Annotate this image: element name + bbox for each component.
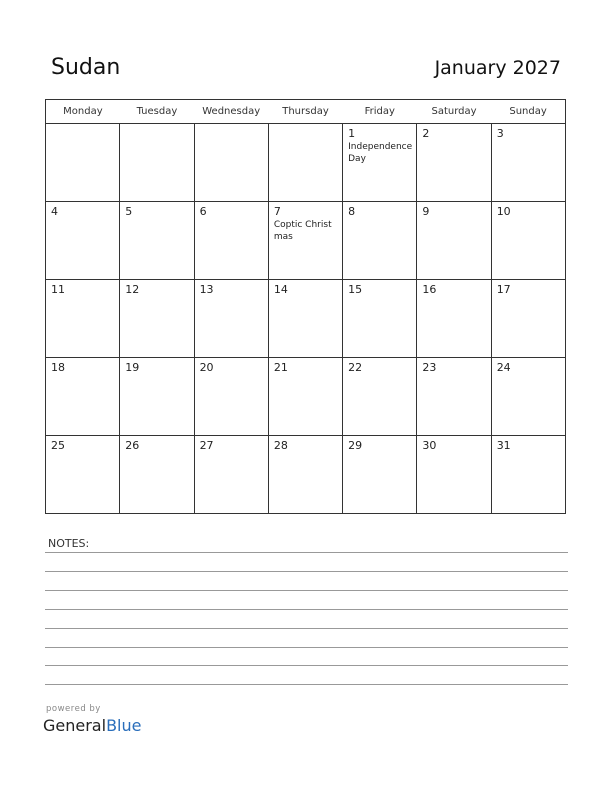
weekday-sunday: Sunday: [491, 100, 565, 124]
day-cell: [194, 358, 268, 436]
day-number: 18: [51, 361, 65, 374]
weekday-wednesday: Wednesday: [194, 100, 268, 124]
weekday-thursday: Thursday: [268, 100, 342, 124]
week-row: [46, 358, 566, 436]
day-cell: [268, 436, 342, 514]
day-cell: [417, 202, 491, 280]
day-cell: [343, 436, 417, 514]
day-number: 29: [348, 439, 363, 452]
day-cell: [46, 124, 120, 202]
day-cell: [417, 358, 491, 436]
note-line: [45, 647, 568, 648]
day-number: 6: [199, 205, 207, 218]
day-number: 17: [496, 283, 511, 296]
day-cell: [194, 436, 268, 514]
weekday-saturday: Saturday: [417, 100, 491, 124]
generalblue-logo: [43, 716, 141, 735]
day-cell: [46, 436, 120, 514]
day-cell: [120, 358, 194, 436]
note-line: [45, 628, 568, 629]
note-line: [45, 609, 568, 610]
day-number: 7: [273, 205, 281, 218]
note-line: [45, 571, 568, 572]
day-number: 24: [496, 361, 511, 374]
day-cell: [46, 358, 120, 436]
day-number: 12: [125, 283, 140, 296]
day-cell: [120, 280, 194, 358]
week-row: [46, 436, 566, 514]
week-row: [46, 280, 566, 358]
day-cell: [417, 436, 491, 514]
weekday-friday: Friday: [343, 100, 417, 124]
day-number: 14: [273, 283, 288, 296]
day-number: 8: [348, 205, 356, 218]
day-cell: [491, 124, 565, 202]
week-row: [46, 124, 566, 202]
day-cell: [343, 202, 417, 280]
day-number: 3: [496, 127, 504, 140]
day-number: 10: [496, 205, 511, 218]
day-number: 9: [422, 205, 430, 218]
day-number: 13: [199, 283, 214, 296]
day-number: 1: [348, 127, 356, 140]
day-number: 19: [125, 361, 140, 374]
powered-by-text: powered by: [46, 704, 101, 714]
day-cell: [491, 202, 565, 280]
day-number: 26: [125, 439, 140, 452]
note-line: [45, 590, 568, 591]
day-number: 20: [199, 361, 214, 374]
holiday-label: Independence Day: [348, 142, 413, 164]
day-cell: [417, 280, 491, 358]
day-number: 28: [273, 439, 288, 452]
day-number: 23: [422, 361, 437, 374]
note-line: [45, 684, 568, 685]
day-number: 2: [422, 127, 430, 140]
day-cell: [268, 358, 342, 436]
day-cell: [268, 202, 342, 280]
day-cell: [194, 202, 268, 280]
day-number: 21: [273, 361, 288, 374]
day-cell: [491, 358, 565, 436]
day-cell: [120, 202, 194, 280]
day-cell: [343, 358, 417, 436]
brand-blue: Blue: [106, 716, 142, 735]
holiday-label: Coptic Christmas: [273, 220, 332, 242]
day-cell: [343, 124, 417, 202]
day-number: 4: [51, 205, 58, 218]
country-title: Sudan: [51, 55, 121, 80]
week-row: [46, 202, 566, 280]
day-number: 25: [51, 439, 65, 452]
day-cell: [120, 124, 194, 202]
calendar-grid: [45, 99, 566, 514]
note-line: [45, 665, 568, 666]
day-cell: [417, 124, 491, 202]
weekday-header-row: [46, 100, 566, 124]
notes-label: NOTES:: [48, 537, 90, 550]
weekday-tuesday: Tuesday: [120, 100, 194, 124]
day-number: 11: [51, 283, 65, 296]
day-cell: [194, 280, 268, 358]
day-number: 16: [422, 283, 437, 296]
brand-general: General: [43, 716, 107, 735]
day-cell: [343, 280, 417, 358]
day-cell: [268, 280, 342, 358]
day-number: 30: [422, 439, 437, 452]
note-line: [45, 552, 568, 553]
day-cell: [46, 202, 120, 280]
day-cell: [120, 436, 194, 514]
day-number: 22: [348, 361, 363, 374]
month-year-title: January 2027: [434, 57, 561, 79]
day-cell: [268, 124, 342, 202]
day-cell: [194, 124, 268, 202]
day-cell: [491, 436, 565, 514]
day-cell: [491, 280, 565, 358]
day-number: 27: [199, 439, 214, 452]
day-number: 31: [496, 439, 511, 452]
weekday-monday: Monday: [46, 100, 120, 124]
day-cell: [46, 280, 120, 358]
day-number: 15: [348, 283, 363, 296]
day-number: 5: [125, 205, 133, 218]
